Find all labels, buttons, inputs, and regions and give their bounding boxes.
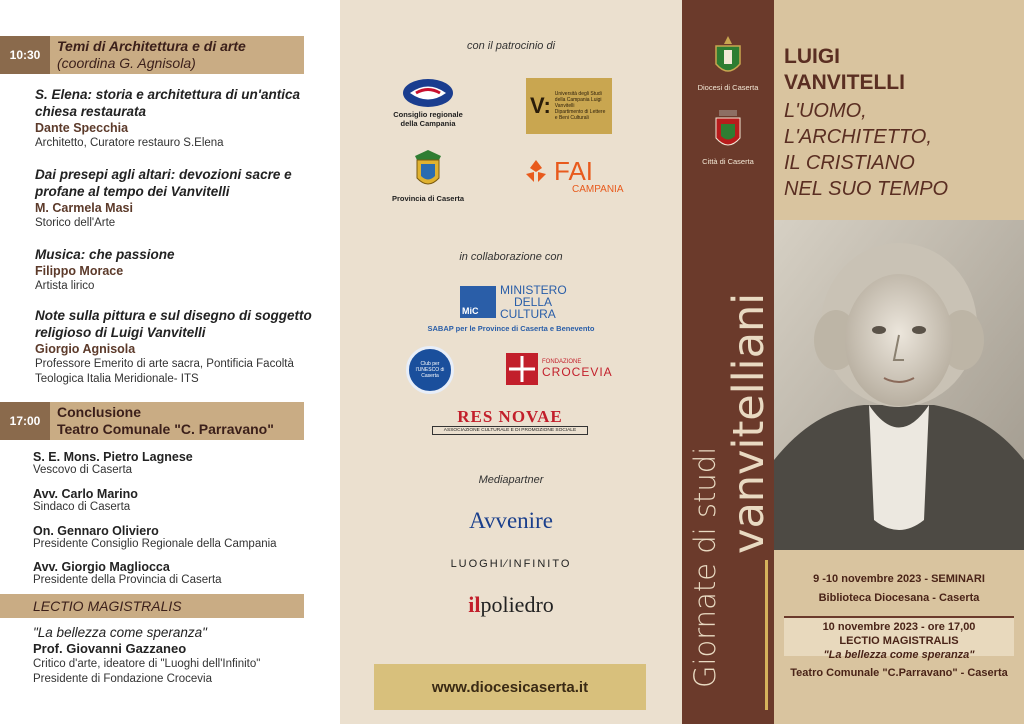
lectio-box-title: "La bellezza come speranza" [823, 649, 975, 661]
hero-title-line: LUIGI [784, 45, 840, 68]
talk-item [35, 86, 315, 151]
media-label: Mediapartner [478, 474, 544, 486]
logo-fai [522, 158, 624, 195]
talk-item [35, 246, 315, 294]
talk-role: Professore Emerito di arte sacra, Pontificia Facoltà [35, 358, 294, 370]
person-role: Presidente Consiglio Regionale della Campania [33, 538, 277, 550]
person-role: Sindaco di Caserta [33, 501, 131, 513]
poliedro-name: poliedro [480, 592, 554, 617]
ministero-line2: DELLA [514, 295, 553, 309]
talk-title: Dai presepi agli altari: devozioni sacre e [35, 167, 292, 182]
vertical-title [686, 198, 776, 718]
session-header-morning [0, 36, 304, 74]
resnovae-sub: ASSOCIAZIONE CULTURALE E DI PROMOZIONE SOCIALE [432, 426, 588, 435]
portrait-image [774, 220, 1024, 550]
citta-crest-icon [713, 108, 743, 154]
fai-text: FAI [554, 156, 594, 186]
person-role: Vescovo di Caserta [33, 464, 133, 476]
session-title [57, 38, 300, 72]
person-item [33, 487, 323, 514]
ministero-text [500, 284, 567, 320]
citta-crest [702, 108, 754, 166]
teatro-location: Teatro Comunale "C.Parravano" - Caserta [790, 667, 1008, 679]
talk-title-cont: chiesa restaurata [35, 104, 147, 119]
hero-title [784, 44, 905, 96]
logo-ministero [460, 284, 567, 320]
hero-subtitle-line: IL CRISTIANO [784, 152, 915, 174]
collaborazione-label: in collaborazione con [459, 251, 563, 263]
talk-title: S. Elena: storia e architettura di un'antica [35, 87, 301, 102]
lectio-item [33, 624, 323, 687]
logo-provincia [388, 148, 468, 203]
session-title-main: Temi di Architettura e di arte [57, 38, 246, 54]
talk-title-cont: profane al tempo dei Vanvitelli [35, 184, 230, 199]
mic-badge: MiC [460, 286, 496, 318]
session-subtitle: (coordina G. Agnisola) [57, 55, 196, 71]
sabap-caption: SABAP per le Province di Caserta e Benevento [427, 324, 595, 333]
fai-sub: CAMPANIA [572, 184, 624, 195]
session-time: 10:30 [0, 36, 50, 74]
hero-subtitle-line: L'ARCHITETTO, [784, 126, 932, 148]
gold-divider [765, 560, 768, 710]
talk-role-cont: Teologica Italia Meridionale- ITS [35, 373, 199, 385]
crocevia-small: FONDAZIONE [542, 359, 582, 365]
lectio-label: LECTIO MAGISTRALIS [839, 635, 959, 647]
logo-res-novae [432, 408, 588, 435]
regione-emblem-icon [402, 78, 454, 108]
lectio-box [784, 616, 1014, 661]
lectio-speaker: Prof. Giovanni Gazzaneo [33, 641, 187, 656]
hero-panel [774, 0, 1024, 724]
talk-title-cont: religioso di Luigi Vanvitelli [35, 325, 206, 340]
talk-role: Storico dell'Arte [35, 217, 116, 229]
universita-v-icon: V: [530, 93, 551, 118]
diocesi-crest [697, 34, 759, 92]
logo-unesco [406, 346, 454, 394]
vertical-title-big: vanvitelliani [724, 292, 774, 554]
person-item [33, 524, 323, 551]
logo-avvenire: Avvenire [469, 508, 553, 533]
poliedro-il: il [468, 592, 481, 617]
lectio-role: Critico d'arte, ideatore di "Luoghi dell'Infinito" [33, 658, 261, 670]
universita-dept: Dipartimento di Lettere e Beni Culturali [554, 109, 606, 121]
session-header-afternoon [0, 402, 304, 440]
citta-caption: Città di Caserta [702, 157, 754, 166]
person-name: Avv. Carlo Marino [33, 487, 138, 501]
lectio-date: 10 novembre 2023 - ore 17,00 [822, 621, 976, 633]
diocesi-crest-icon [710, 34, 746, 80]
session-time: 17:00 [0, 402, 50, 440]
patrocinio-label: con il patrocinio di [466, 40, 556, 52]
talk-speaker: M. Carmela Masi [35, 201, 133, 215]
talk-speaker: Filippo Morace [35, 264, 124, 278]
vertical-title-small: Giornate di studi [688, 446, 722, 688]
talk-item [35, 166, 315, 231]
person-name: Avv. Giorgio Magliocca [33, 560, 170, 574]
fai-emblem-icon [522, 158, 550, 186]
lectio-title: "La bellezza come speranza" [33, 625, 207, 640]
talk-role: Artista lirico [35, 280, 95, 292]
ministero-line1: MINISTERO [500, 283, 567, 297]
talk-item [35, 307, 315, 387]
program-panel [0, 0, 340, 724]
logo-universita [526, 78, 612, 134]
vanvitelli-portrait [774, 220, 1024, 550]
title-strip [682, 0, 774, 724]
logo-poliedro [340, 592, 682, 618]
session-subtitle: Teatro Comunale "C. Parravano" [57, 421, 274, 437]
seminari-box [784, 572, 1014, 610]
unesco-caption: Club per l'UNESCO di Caserta [415, 361, 445, 379]
ministero-line3: CULTURA [500, 307, 556, 321]
provincia-caption: Provincia di Caserta [391, 194, 465, 203]
seminari-location: Biblioteca Diocesana - Caserta [818, 592, 980, 604]
resnovae-name: RES NOVAE [457, 407, 563, 426]
person-name: S. E. Mons. Pietro Lagnese [33, 450, 193, 464]
hero-title-line: VANVITELLI [784, 71, 905, 94]
sponsors-panel [340, 0, 682, 724]
talk-title: Musica: che passione [35, 247, 175, 262]
session-title-main: Conclusione [57, 404, 142, 420]
provincia-crest-icon [411, 148, 445, 192]
hero-subtitle-line: L'UOMO, [784, 100, 867, 122]
person-role: Presidente della Provincia di Caserta [33, 574, 222, 586]
logo-consiglio-regionale [388, 78, 468, 128]
logo-crocevia [506, 353, 613, 385]
lectio-role-cont: Presidente di Fondazione Crocevia [33, 673, 212, 685]
talk-speaker: Giorgio Agnisola [35, 342, 136, 356]
crocevia-name: CROCEVIA [542, 365, 613, 379]
seminari-dates: 9 -10 novembre 2023 - SEMINARI [813, 573, 985, 585]
universita-name: Università degli Studi della Campania Luigi Vanvitelli [554, 91, 602, 109]
session-title [57, 404, 300, 438]
website-link[interactable]: www.diocesicaserta.it [374, 664, 646, 710]
diocesi-caption: Diocesi di Caserta [697, 83, 759, 92]
talk-title: Note sulla pittura e sul disegno di soggetto [35, 308, 312, 323]
hero-subtitle [784, 98, 948, 202]
lectio-header: LECTIO MAGISTRALIS [0, 594, 304, 618]
person-name: On. Gennaro Oliviero [33, 524, 159, 538]
regione-caption: Consiglio regionale della Campania [393, 110, 463, 128]
talk-speaker: Dante Specchia [35, 121, 129, 135]
person-item [33, 560, 323, 587]
hero-subtitle-line: NEL SUO TEMPO [784, 178, 949, 200]
crocevia-emblem-icon [506, 353, 538, 385]
logo-luoghi-infinito: LUOGHI∕INFINITO [450, 558, 572, 570]
person-item [33, 450, 323, 477]
talk-role: Architetto, Curatore restauro S.Elena [35, 137, 224, 149]
universita-badge [526, 78, 612, 134]
